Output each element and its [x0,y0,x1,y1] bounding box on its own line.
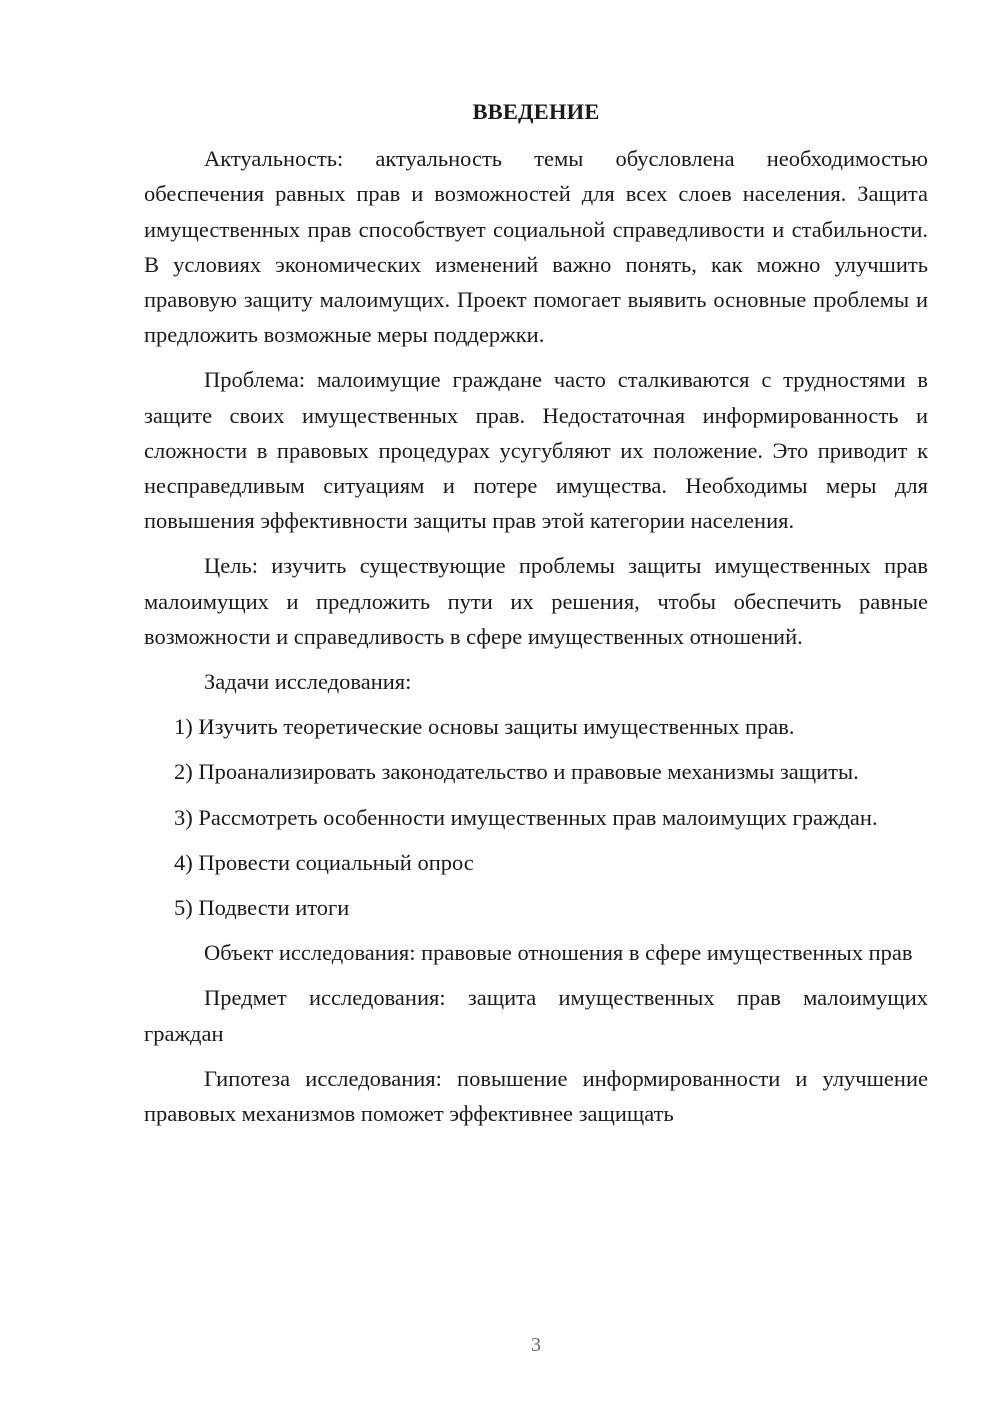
task-item-3: 3) Рассмотреть особенности имущественных прав малоимущих граждан. [174,804,878,830]
section-title: ВВЕДЕНИЕ [472,99,600,124]
paragraph-problem: Проблема: малоимущие граждане часто сталкиваются с трудностями в защите своих имущественных прав. Недостаточная информированность и сложности в правовых процедурах усугубляют их положение. Это приводит к несправедливым ситуациям и потере имущества. Необходимы меры для повышения эффективности защиты прав этой категории населения. [144,367,928,534]
paragraph-subject: Предмет исследования: защита имущественных прав малоимущих граждан [144,985,928,1046]
paragraph-hypothesis: Гипотеза исследования: повышение информированности и улучшение правовых механизмов поможет эффективнее защищать [144,1065,928,1127]
task-item-5: 5) Подвести итоги [174,895,350,921]
paragraph-tasks-heading: Задачи исследования: [204,669,412,695]
task-item-4: 4) Провести социальный опрос [174,849,474,875]
paragraph-goal: Цель: изучить существующие проблемы защиты имущественных прав малоимущих и предложить пути их решения, чтобы обеспечить равные возможности и справедливость в сфере имущественных отношений. [144,553,928,649]
document-body [144,94,928,1141]
page-number: 3 [531,1334,541,1356]
paragraph-relevance: Актуальность: актуальность темы обусловлена необходимостью обеспечения равных прав и возможностей для всех слоев населения. Защита имущественных прав способствует социальной справедливости и стабильности. В условиях экономических изменений важно понять, как можно улучшить правовую защиту малоимущих. Проект помогает выявить основные проблемы и предложить возможные меры поддержки. [144,146,928,348]
paragraph-object: Объект исследования: правовые отношения в сфере имущественных прав [204,940,913,966]
task-item-1: 1) Изучить теоретические основы защиты имущественных прав. [174,714,795,740]
task-item-2: 2) Проанализировать законодательство и правовые механизмы защиты. [174,759,859,785]
